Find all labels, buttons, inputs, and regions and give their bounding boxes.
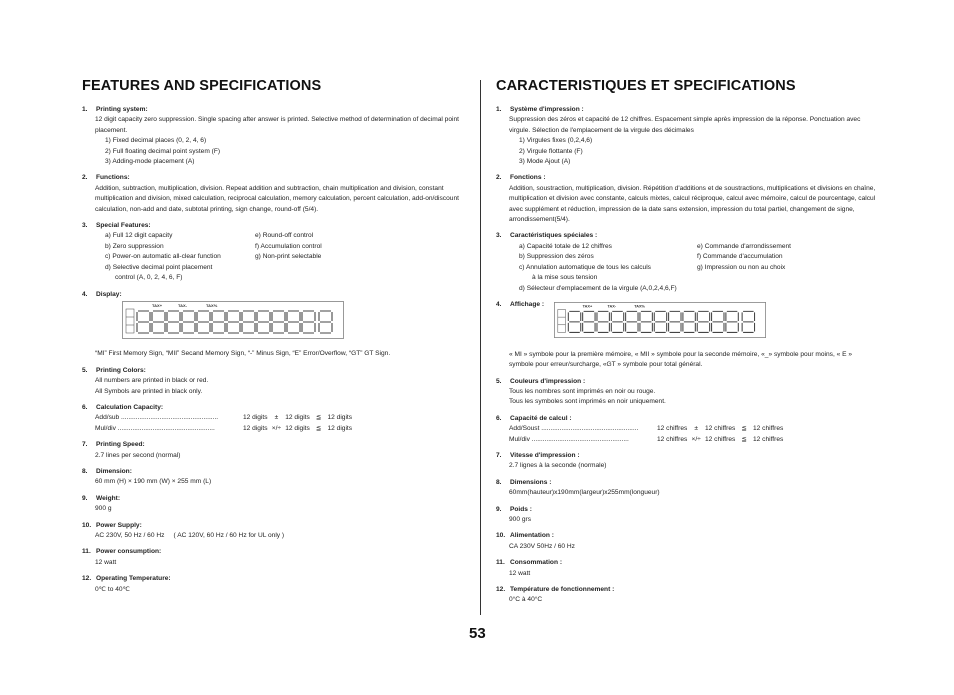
list-item: d) Sélecteur d'emplacement de la virgule (A,0,2,4,6,F) [519,284,677,292]
section-title: Calculation Capacity: [96,403,164,411]
section-fonctions: 2. Fonctions : Addition, soustraction, multiplication, division. Répétition d'additions et de soustractions, multiplications et divisions en chaîne, multiplication et division avec constante, calculs mixtes, calcul réciproque, calcul avec mémoire, calcul de pourcentage, calcul avec supplément et réduction, impression de la date sans extension, impression du total partiel, changement de signe, arrondissement(5/4). [496,173,878,225]
section-title: Operating Temperature: [96,575,171,583]
section-alimentation: 10. Alimentation : CA 230V 50Hz / 60 Hz [496,531,878,552]
section-capacite-calcul: 6. Capacité de calcul : Add/Soust ..................................................... 12 chiffres ± 12 chiffres ≦ 12 chiffres Mul/div ..................................................... 12 chiffres ×/÷ 12 chiffres ≦ 12 chiffres [496,414,784,443]
section-temperature-fonctionnement: 12. Température de fonctionnement : 0°C à 40°C [496,585,878,606]
svg-text:TAX-: TAX- [607,304,617,309]
english-column [82,78,467,601]
section-title: Vitesse d'impression : [510,451,580,459]
section-title: Power consumption: [96,548,162,556]
section-title: Printing Speed: [96,441,145,449]
svg-text:TAX+: TAX+ [152,302,163,308]
list-item: e) Round-off control [255,232,314,240]
section-title: Affichage : [510,300,545,308]
section-title: Display: [96,290,122,298]
section-systeme-impression: 1. Système d'impression : Suppression des zéros et capacité de 12 chiffres. Espacement simple après impression de la réponse. Ponctuation avec virgule. Sélection de l'emplacement de la virgule des décimales 1) Virgules fixes (0,2,4,6) 2) Virgule flottante (F) 3) Mode Ajout (A) [496,105,878,167]
section-text: 12 digit capacity zero suppression. Single spacing after answer is printed. Selective method of determination of decimal point placement. [95,116,459,134]
section-title: Dimension: [96,467,132,475]
section-title: Fonctions : [510,174,546,182]
section-text: 2.7 lines per second (normal) [95,451,181,459]
section-title: Alimentation : [510,532,554,540]
section-calculation-capacity: 6. Calculation Capacity: Add/sub ..................................................... 12 digits ± 12 digits ≦ 12 digits Mul/div ..................................................... 12 digits ×/÷ 12 digits ≦ 12 digits [82,403,353,432]
section-text: 60 mm (H) × 190 mm (W) × 255 mm (L) [95,478,212,486]
list-item: f) Accumulation control [255,242,322,250]
section-text: Suppression des zéros et capacité de 12 chiffres. Espacement simple après impression de la réponse. Ponctuation avec virgule. Sélection de l'emplacement de la virgule des décimales [509,116,861,134]
section-dimension: 8. Dimension: 60 mm (H) × 190 mm (W) × 255 mm (L) [82,467,467,488]
section-text: 0°C à 40°C [509,596,543,604]
list-item: c) Power-on automatic all-clear function [105,253,221,261]
section-title: Caractéristiques spéciales : [510,232,598,240]
section-text: 0℃ to 40℃ [95,585,130,593]
section-printing-colors: 5. Printing Colors: All numbers are printed in black or red. All Symbols are printed in black only. [82,366,467,397]
section-text: 60mm(hauteur)x190mm(largeur)x255mm(longueur) [509,489,660,497]
section-text: Addition, soustraction, multiplication, division. Répétition d'additions et de soustractions, multiplications et divisions en chaîne, multiplication et division avec constante, calculs mixtes, calcul réciproque, calcul avec mémoire, calcul de pourcentage, calcul avec supplément et réduction, impression de la date sans extension, impression du total partiel, changement de signe, arrondissement(5/4). [509,184,876,224]
section-title: Printing system: [96,106,148,113]
svg-text:TAX%: TAX% [206,302,218,308]
list-item: 3) Mode Ajout (A) [519,158,571,166]
section-text: « MI » symbole pour la première mémoire, « MII » symbole pour la seconde mémoire, «_» symbole pour moins, « E » symbole pour erreur/surcharge, «GT » symbole pour total général. [509,350,853,369]
list-item: c) Annulation automatique de tous les calculs [519,263,651,271]
list-item: f) Commande d'accumulation [697,253,783,261]
list-item: 1) Virgules fixes (0,2,4,6) [519,137,593,145]
section-text: 900 g [95,505,112,513]
section-printing-speed: 7. Printing Speed: 2.7 lines per second (normal) [82,440,467,461]
section-caracteristiques-speciales: 3. Caractéristiques spéciales : a) Capacité totale de 12 chiffres e) Commande d'arrondissement b) Suppression des zéros f) Commande d'accumulation c) Annulation automatique de tous les calculs g) Impression ou non au choix à la mise sous tension d) Sélecteur d'emplacement de la virgule (A,0,2,4,6,F) [496,231,878,293]
section-title: Printing Colors: [96,366,146,374]
list-item: à la mise sous tension [532,274,598,282]
section-title: Weight: [96,494,121,502]
section-text: Tous les nombres sont imprimés en noir ou rouge. [509,387,656,395]
section-text: All Symbols are printed in black only. [95,387,203,395]
section-poids: 9. Poids : 900 grs [496,505,878,526]
section-title: Température de fonctionnement : [510,586,615,594]
list-item: b) Suppression des zéros [519,253,594,261]
list-item: 1) Fixed decimal places (0, 2, 4, 6) [105,137,207,145]
lcd-display-illustration [122,301,344,339]
column-divider [480,80,481,615]
list-item: a) Full 12 digit capacity [105,232,173,240]
section-title: Consommation : [510,559,563,567]
section-title: Capacité de calcul : [510,414,572,422]
section-text: 12 watt [95,558,117,566]
section-power-consumption: 11. Power consumption: 12 watt [82,547,467,568]
section-title: Poids : [510,505,532,513]
section-text: CA 230V 50Hz / 60 Hz [509,542,575,550]
section-text: 12 watt [509,569,531,577]
section-operating-temperature: 12. Operating Temperature: 0℃ to 40℃ [82,574,467,595]
list-item: 3) Adding-mode placement (A) [105,158,195,166]
section-title: Special Features: [96,222,151,230]
section-text: Tous les symboles sont imprimés en noir uniquement. [509,398,666,406]
section-title: Functions: [96,174,130,182]
section-dimensions: 8. Dimensions : 60mm(hauteur)x190mm(largeur)x255mm(longueur) [496,478,878,499]
section-text: Addition, subtraction, multiplication, division. Repeat addition and subtraction, chain multiplication and division, constant multiplication and division, mixed calculation, reciprocal calculation, memory calculation, percent calculation, add-on/discount calculation, non-add and date, subtotal printing, sign change, round-off (5/4). [95,184,459,213]
section-special-features: 3. Special Features: a) Full 12 digit capacity e) Round-off control b) Zero suppression f) Accumulation control c) Power-on automatic all-clear function g) Non-print selectable d) Selective decimal point placement control (A, 0, 2, 4, 6, F) [82,221,467,283]
page-number: 53 [469,625,486,642]
section-printing-system: 1. Printing system: 12 digit capacity zero suppression. Single spacing after answer is printed. Selective method of determination of decimal point placement. 1) Fixed decimal places (0, 2, 4, 6) 2) Full floating decimal point system (F) 3) Adding-mode placement (A) [82,105,467,167]
list-item: e) Commande d'arrondissement [697,242,791,250]
section-affichage: 4. Affichage : TAX+ TAX- TAX% « MI » symbole pour la première mémoire, « MII » symbole pour la seconde mémoire, «_» symbole pour moins, « E » symbole pour erreur/surcharge, «GT » symbole pour total général. [496,300,878,371]
list-item: 2) Full floating decimal point system (F) [105,147,221,155]
page-title-english: FEATURES AND SPECIFICATIONS [82,78,322,94]
section-title: Dimensions : [510,478,552,486]
list-item: d) Selective decimal point placement [105,263,213,271]
section-vitesse-impression: 7. Vitesse d'impression : 2.7 lignes à la seconde (normale) [496,451,878,472]
svg-text:TAX-: TAX- [178,302,188,308]
french-column [496,78,878,612]
section-consommation: 11. Consommation : 12 watt [496,558,878,579]
list-item: 2) Virgule flottante (F) [519,147,583,155]
list-item: g) Impression ou non au choix [697,263,786,271]
section-couleurs-impression: 5. Couleurs d'impression : Tous les nombres sont imprimés en noir ou rouge. Tous les symboles sont imprimés en noir uniquement. [496,377,878,408]
page-title-french: CARACTERISTIQUES ET SPECIFICATIONS [496,78,796,94]
svg-text:TAX+: TAX+ [582,304,593,309]
list-item: control (A, 0, 2, 4, 6, F) [115,274,183,282]
list-item: b) Zero suppression [105,242,164,250]
section-functions: 2. Functions: Addition, subtraction, multiplication, division. Repeat addition and subtraction, chain multiplication and division, constant multiplication and division, mixed calculation, reciprocal calculation, memory calculation, percent calculation, add-on/discount calculation, non-add and date, subtotal printing, sign change, round-off (5/4). [82,173,467,215]
section-weight: 9. Weight: 900 g [82,494,467,515]
section-text: 900 grs [509,516,531,523]
section-title: Système d'impression : [510,106,584,113]
section-title: Couleurs d'impression : [510,377,586,385]
svg-text:TAX%: TAX% [634,304,645,309]
list-item: a) Capacité totale de 12 chiffres [519,242,612,250]
section-text: All numbers are printed in black or red. [95,377,209,385]
section-title: Power Supply: [96,521,142,529]
section-text: 2.7 lignes à la seconde (normale) [509,462,607,470]
list-item: g) Non-print selectable [255,253,322,261]
lcd-display-illustration [554,301,766,339]
section-text: AC 230V, 50 Hz / 60 Hz ( AC 120V, 60 Hz / 60 Hz for UL only ) [95,532,285,539]
section-power-supply: 10. Power Supply: AC 230V, 50 Hz / 60 Hz ( AC 120V, 60 Hz / 60 Hz for UL only ) [82,521,467,542]
section-display: 4. Display: TAX+ TAX- TAX% “MI” First Memory Sign, “MII” Secand Memory Sign, “-” Minus Sign, “E” Error/Overflow, “GT” GT Sign. [82,290,467,360]
section-text: “MI” First Memory Sign, “MII” Secand Memory Sign, “-” Minus Sign, “E” Error/Overflow, “GT” GT Sign. [95,350,391,358]
